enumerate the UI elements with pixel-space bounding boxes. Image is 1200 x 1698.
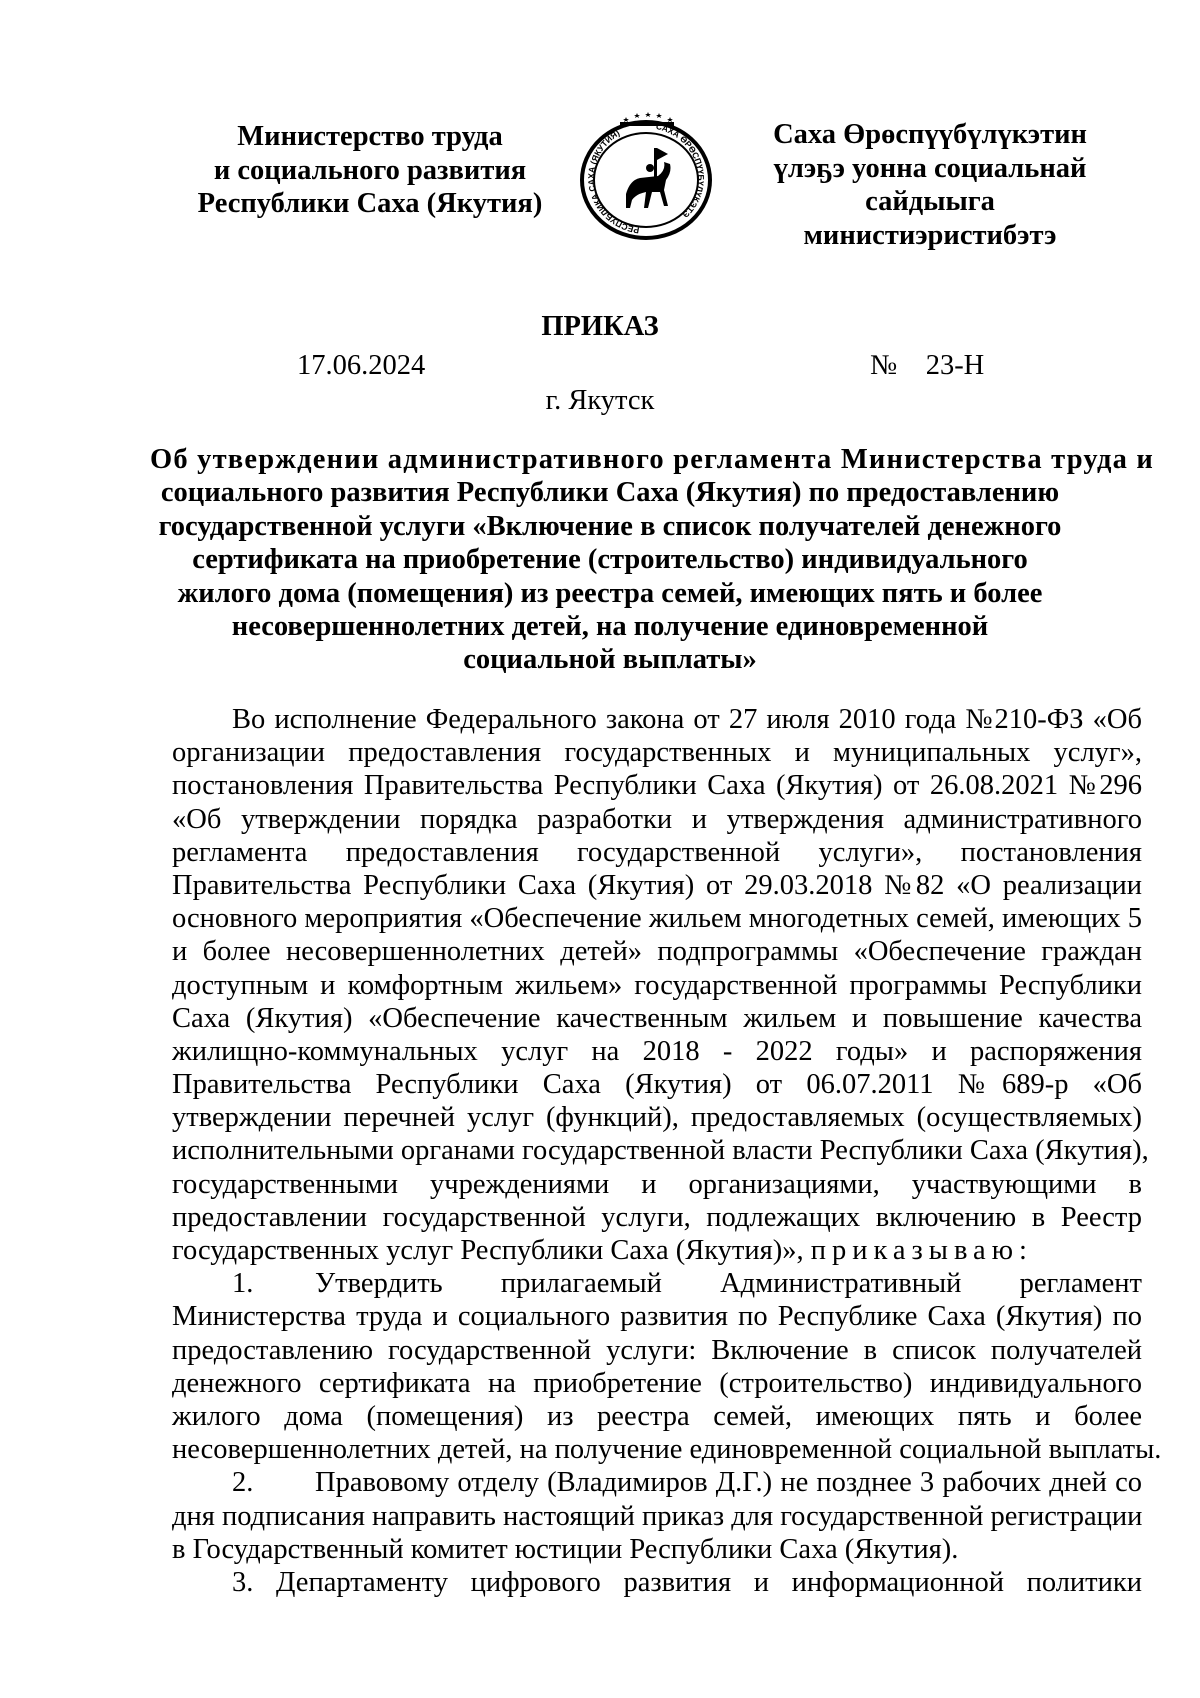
item-3-first-line [172, 1566, 1142, 1599]
order-word: приказываю: [810, 1235, 1033, 1266]
order-number: № 23-Н [870, 350, 985, 381]
svg-text:РЕСПУБЛИКА САХА (ЯКУТИЯ): РЕСПУБЛИКА САХА (ЯКУТИЯ) [585, 127, 640, 236]
item-number: 2. [232, 1467, 254, 1499]
preamble-line: утверждении перечней услуг (функций), предоставляемых (осуществляемых) [172, 1102, 1142, 1134]
preamble-line [172, 1234, 1142, 1267]
ministry-name-line: Республики Саха (Якутия) [197, 188, 543, 219]
item-2-first-line [172, 1466, 1142, 1499]
subject-line: несовершеннолетних детей, на получение единовременной [231, 611, 989, 643]
item-text: Департаменту цифрового развития и информационной политики [276, 1566, 1142, 1598]
ministry-name-russian [170, 120, 570, 221]
item-line: денежного сертификата на приобретение (строительство) индивидуального [172, 1367, 1142, 1399]
preamble-line: Саха (Якутия) «Обеспечение качественным жильем и повышение качества [172, 1002, 1142, 1034]
preamble-last-text: государственных услуг Республики Саха (Якутия)», [172, 1235, 811, 1266]
item-text: Утвердить прилагаемый Административный регламент [315, 1268, 1142, 1300]
item-number: 3. [232, 1566, 254, 1598]
preamble-line: доступным и комфортным жильем» государственной программы Республики [172, 969, 1142, 1001]
preamble-line: организации предоставления государственных и муниципальных услуг», [172, 737, 1142, 769]
ministry-name-line: и социального развития [213, 154, 527, 186]
ministry-name-line: Саха Өрөспүүбүлүкэтин [773, 119, 1087, 150]
preamble-line: регламента предоставления государственной услуги», постановления [172, 836, 1142, 868]
coat-of-arms-icon [574, 108, 718, 244]
ministry-name-yakut [745, 118, 1115, 252]
preamble-line: и более несовершеннолетних детей» подпрограммы «Обеспечение граждан [172, 936, 1142, 968]
ministry-name-line: Министерство труда [237, 121, 503, 152]
subject-line: сертификата на приобретение (строительство) индивидуального [192, 544, 1028, 576]
preamble-line: исполнительными органами государственной власти Республики Саха (Якутия), [172, 1135, 1149, 1167]
order-body [172, 703, 1162, 1599]
preamble-line: постановления Правительства Республики Саха (Якутия) от 26.08.2021 №296 [172, 770, 1142, 802]
item-line: жилого дома (помещения) из реестра семей, имеющих пять и более [172, 1400, 1142, 1432]
item-line: дня подписания направить настоящий приказ для государственной регистрации [172, 1500, 1143, 1532]
order-date: 17.06.2024 [297, 350, 426, 381]
preamble-line: Во исполнение Федерального закона от 27 июля 2010 года №210-ФЗ «Об [232, 704, 1142, 735]
subject-line: социальной выплаты» [463, 644, 757, 676]
item-1-first-line [172, 1267, 1142, 1300]
preamble-line: основного мероприятия «Обеспечение жильем многодетных семей, имеющих 5 [172, 903, 1143, 935]
ministry-name-line: үлэҕэ уонна социальнай [773, 152, 1087, 184]
order-city: г. Якутск [545, 385, 655, 416]
order-subject [150, 443, 1155, 677]
subject-line: государственной услуги «Включение в список получателей денежного [158, 510, 1062, 542]
ministry-name-line: министиэристибэтэ [803, 219, 1057, 251]
item-line: несовершеннолетних детей, на получение единовременной социальной выплаты. [172, 1434, 1162, 1466]
subject-line: Об утверждении административного регламента Министерства труда и [150, 444, 1155, 475]
preamble-line: государственными учреждениями и организациями, участвующими в [172, 1168, 1142, 1200]
svg-text:САХА ӨРӨСПҮҮБҮЛҮКЭТЭ: САХА ӨРӨСПҮҮБҮЛҮКЭТЭ [655, 120, 707, 220]
item-number: 1. [232, 1268, 254, 1300]
document-title: ПРИКАЗ [541, 311, 659, 342]
item-line: предоставлению государственной услуги: Включение в список получателей [172, 1334, 1142, 1366]
preamble-line: Правительства Республики Саха (Якутия) от 29.03.2018 №82 «О реализации [172, 869, 1142, 901]
item-line: Министерства труда и социального развития по Республике Саха (Якутия) по [172, 1301, 1142, 1333]
ministry-name-line: сайдыыга [865, 186, 995, 217]
preamble-line: предоставлении государственной услуги, подлежащих включению в Реестр [172, 1201, 1142, 1233]
item-text: Правовому отделу (Владимиров Д.Г.) не позднее 3 рабочих дней со [315, 1467, 1142, 1499]
item-line: в Государственный комитет юстиции Республики Саха (Якутия). [172, 1533, 959, 1565]
preamble-line: «Об утверждении порядка разработки и утверждения административного [172, 803, 1142, 835]
preamble-line: жилищно-коммунальных услуг на 2018 - 2022 годы» и распоряжения [172, 1035, 1142, 1067]
subject-line: социального развития Республики Саха (Якутия) по предоставлению [160, 477, 1060, 509]
preamble-line: Правительства Республики Саха (Якутия) от 06.07.2011 №689-р «Об [172, 1069, 1142, 1101]
subject-line: жилого дома (помещения) из реестра семей, имеющих пять и более [177, 577, 1043, 609]
